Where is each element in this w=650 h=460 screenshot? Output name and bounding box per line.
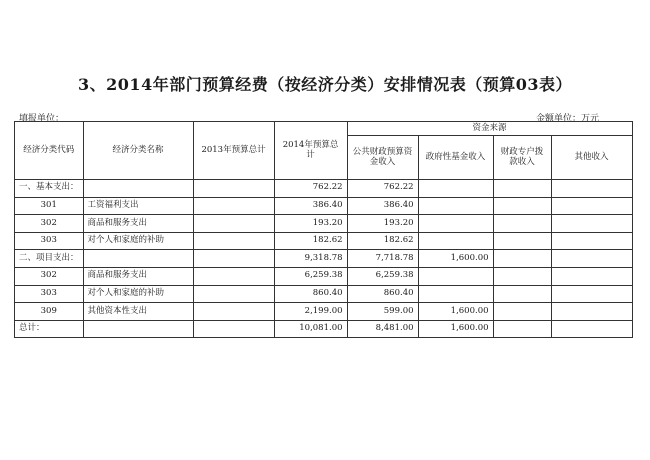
cell-public-finance: 762.22 — [347, 180, 418, 198]
cell-code: 301 — [15, 197, 84, 215]
header-gov-fund: 政府性基金收入 — [418, 136, 493, 180]
cell-total-2013 — [193, 180, 274, 198]
cell-special-grant — [493, 285, 551, 303]
cell-public-finance: 7,718.78 — [347, 250, 418, 268]
cell-total-2013 — [193, 197, 274, 215]
cell-code: 302 — [15, 215, 84, 233]
cell-name: 对个人和家庭的补助 — [83, 232, 193, 250]
cell-total-2014: 9,318.78 — [274, 250, 347, 268]
cell-special-grant — [493, 303, 551, 321]
cell-name: 工资福利支出 — [83, 197, 193, 215]
table-row — [15, 285, 633, 303]
header-public-finance: 公共财政预算资金收入 — [347, 136, 418, 180]
cell-total-2014: 10,081.00 — [274, 320, 347, 338]
cell-code: 二、项目支出： — [15, 250, 84, 268]
cell-special-grant — [493, 197, 551, 215]
cell-total-2014: 762.22 — [274, 180, 347, 198]
cell-code: 总计： — [15, 320, 84, 338]
cell-total-2013 — [193, 320, 274, 338]
cell-other — [551, 180, 632, 198]
cell-code: 309 — [15, 303, 84, 321]
budget-table — [14, 121, 633, 338]
cell-other — [551, 250, 632, 268]
cell-special-grant — [493, 267, 551, 285]
cell-public-finance: 6,259.38 — [347, 267, 418, 285]
cell-public-finance: 599.00 — [347, 303, 418, 321]
page-title: 3、2014年部门预算经费（按经济分类）安排情况表（预算03表） — [78, 75, 572, 94]
cell-special-grant — [493, 180, 551, 198]
table-row — [15, 180, 633, 198]
cell-code: 302 — [15, 267, 84, 285]
cell-gov-fund — [418, 267, 493, 285]
cell-public-finance: 8,481.00 — [347, 320, 418, 338]
cell-public-finance: 193.20 — [347, 215, 418, 233]
cell-gov-fund: 1,600.00 — [418, 320, 493, 338]
cell-other — [551, 285, 632, 303]
cell-special-grant — [493, 215, 551, 233]
table-row — [15, 197, 633, 215]
cell-other — [551, 320, 632, 338]
cell-total-2014: 860.40 — [274, 285, 347, 303]
cell-gov-fund: 1,600.00 — [418, 303, 493, 321]
cell-total-2013 — [193, 285, 274, 303]
cell-other — [551, 303, 632, 321]
cell-gov-fund — [418, 285, 493, 303]
cell-other — [551, 215, 632, 233]
cell-name — [83, 250, 193, 268]
cell-total-2014: 182.62 — [274, 232, 347, 250]
header-special-grant: 财政专户拨款收入 — [493, 136, 551, 180]
cell-name: 商品和服务支出 — [83, 267, 193, 285]
cell-gov-fund — [418, 197, 493, 215]
header-funding-source: 资金来源 — [347, 122, 632, 136]
cell-code: 303 — [15, 232, 84, 250]
table-row — [15, 250, 633, 268]
header-total-2013: 2013年预算总计 — [193, 122, 274, 180]
table-row — [15, 215, 633, 233]
cell-other — [551, 267, 632, 285]
header-code: 经济分类代码 — [15, 122, 84, 180]
cell-total-2013 — [193, 303, 274, 321]
cell-total-2013 — [193, 232, 274, 250]
cell-special-grant — [493, 320, 551, 338]
cell-total-2014: 2,199.00 — [274, 303, 347, 321]
cell-special-grant — [493, 250, 551, 268]
cell-name — [83, 320, 193, 338]
cell-gov-fund: 1,600.00 — [418, 250, 493, 268]
cell-total-2013 — [193, 267, 274, 285]
table-row — [15, 320, 633, 338]
cell-gov-fund — [418, 180, 493, 198]
cell-total-2014: 193.20 — [274, 215, 347, 233]
table-row — [15, 303, 633, 321]
cell-total-2013 — [193, 250, 274, 268]
table-row — [15, 267, 633, 285]
cell-other — [551, 232, 632, 250]
header-total-2014: 2014年预算总计 — [274, 122, 347, 180]
cell-code: 一、基本支出： — [15, 180, 84, 198]
cell-special-grant — [493, 232, 551, 250]
cell-gov-fund — [418, 232, 493, 250]
cell-gov-fund — [418, 215, 493, 233]
cell-total-2014: 386.40 — [274, 197, 347, 215]
cell-total-2014: 6,259.38 — [274, 267, 347, 285]
cell-public-finance: 386.40 — [347, 197, 418, 215]
cell-public-finance: 860.40 — [347, 285, 418, 303]
cell-total-2013 — [193, 215, 274, 233]
table-body — [15, 180, 633, 338]
header-name: 经济分类名称 — [83, 122, 193, 180]
cell-name: 商品和服务支出 — [83, 215, 193, 233]
cell-name: 其他资本性支出 — [83, 303, 193, 321]
cell-name — [83, 180, 193, 198]
cell-other — [551, 197, 632, 215]
header-other: 其他收入 — [551, 136, 632, 180]
table-row — [15, 232, 633, 250]
fill-unit-label: 填报单位： — [19, 114, 65, 124]
cell-public-finance: 182.62 — [347, 232, 418, 250]
cell-code: 303 — [15, 285, 84, 303]
cell-name: 对个人和家庭的补助 — [83, 285, 193, 303]
amount-unit-label: 金额单位：万元 — [536, 114, 600, 124]
